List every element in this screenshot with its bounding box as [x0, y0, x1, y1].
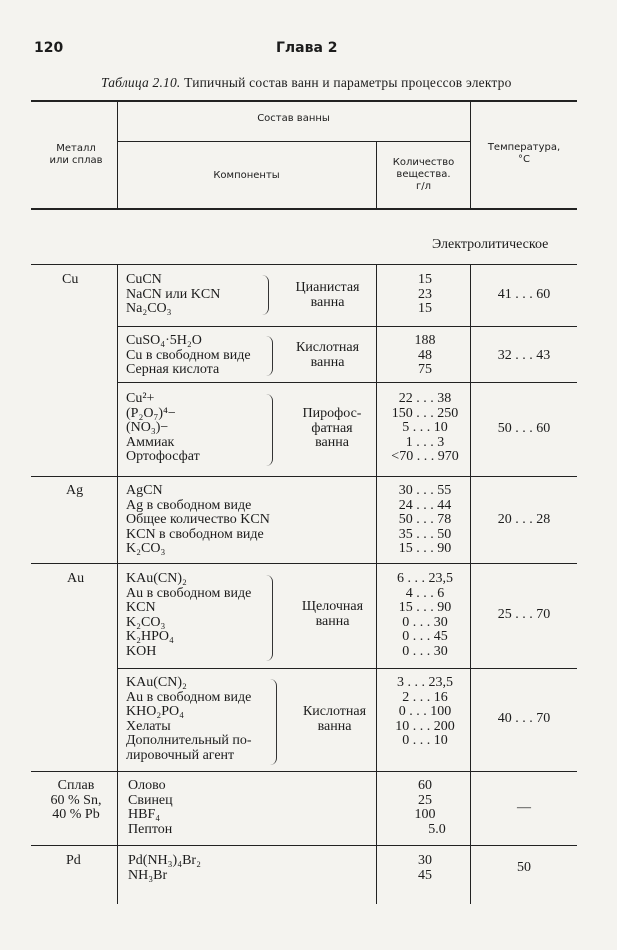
temperature-cell: 40 . . . 70	[497, 711, 551, 726]
bath-cell: Кислотная ванна	[302, 704, 367, 734]
metal-cell: Ag	[66, 483, 84, 498]
components-cell: CuSO₄·5H₂O Cu в свободном виде Серная кислота	[126, 333, 251, 377]
temperature-cell: —	[517, 800, 531, 815]
section-label: Электролитическое	[432, 237, 549, 252]
quantity-cell: 188 48 75	[414, 333, 436, 377]
components-cell: Олово Свинец HBF₄ Пептон	[128, 778, 173, 837]
row-separator	[117, 326, 577, 327]
temperature-cell: 32 . . . 43	[497, 348, 551, 363]
temperature-cell: 50	[517, 860, 531, 875]
quantity-cell: 3 . . . 23,5 2 . . . 16 0 . . . 100 10 . . . 200 0 . . . 10	[395, 675, 455, 748]
components-cell: Cu²+ (P₂O₇)⁴− (NO₃)− Аммиак Ортофосфат	[126, 391, 200, 464]
chapter-title: Глава 2	[276, 40, 338, 56]
quantity-cell: 6 . . . 23,5 4 . . . 6 15 . . . 90 0 . . . 30 0 . . . 45 0 . . . 30	[397, 571, 453, 659]
components-cell: KAu(CN)₂ Au в свободном виде KCN K₂CO₃ K₂HPO₄ KOH	[126, 571, 252, 659]
metal-cell: Pd	[66, 853, 81, 868]
row-separator	[31, 476, 577, 477]
quantity-cell: 22 . . . 38 150 . . . 250 5 . . . 10 1 . . . 3 <70 . . . 970	[391, 391, 459, 464]
header-bottom-rule	[31, 208, 577, 210]
header-quantity: Количество вещества. г/л	[392, 157, 455, 192]
quantity-cell: 30 45	[418, 853, 432, 883]
row-separator	[31, 771, 577, 772]
components-cell: CuCN NaCN или KCN Na₂CO₃	[126, 272, 221, 316]
brace	[262, 275, 269, 315]
bath-cell: Пирофос- фатная ванна	[302, 406, 362, 450]
metal-cell: Cu	[62, 272, 79, 287]
row-separator	[117, 668, 577, 669]
row-separator	[117, 382, 577, 383]
components-cell: KAu(CN)₂ Au в свободном виде KHO₂PO₄ Хелаты Дополнительный по- лировочный агент	[126, 675, 252, 763]
table-label: Таблица 2.10.	[101, 75, 181, 90]
bath-cell: Щелочная ванна	[301, 599, 364, 629]
components-cell: AgCN Ag в свободном виде Общее количество KCN KCN в свободном виде K₂CO₃	[126, 483, 270, 556]
temperature-cell: 41 . . . 60	[497, 287, 551, 302]
brace	[266, 394, 273, 466]
table-top-rule	[31, 100, 577, 102]
quantity-cell: 60 25 100 5.0	[414, 778, 446, 837]
body-vline-1	[117, 264, 118, 904]
brace	[266, 575, 273, 661]
metal-cell: Сплав 60 % Sn, 40 % Pb	[50, 778, 102, 822]
temperature-cell: 20 . . . 28	[497, 512, 551, 527]
bath-cell: Цианистая ванна	[295, 280, 360, 310]
header-mid-rule	[117, 141, 470, 142]
brace	[270, 679, 277, 765]
body-top-rule	[31, 264, 577, 265]
table-title: Типичный состав ванн и параметры процессов электро	[184, 75, 512, 90]
brace	[266, 336, 273, 376]
temperature-cell: 50 . . . 60	[497, 421, 551, 436]
table-caption	[101, 75, 512, 91]
page-number: 120	[34, 40, 64, 56]
row-separator	[31, 845, 577, 846]
quantity-cell: 30 . . . 55 24 . . . 44 50 . . . 78 35 . . . 50 15 . . . 90	[398, 483, 452, 556]
header-metal: Металл или сплав	[49, 143, 103, 166]
row-separator	[31, 563, 577, 564]
quantity-cell: 15 23 15	[418, 272, 432, 316]
header-temperature: Температура, °C	[487, 142, 561, 165]
metal-cell: Au	[67, 571, 85, 586]
components-cell: Pd(NH₃)₄Br₂ NH₃Br	[128, 853, 201, 883]
header-bath: Состав ванны	[257, 113, 330, 124]
header-components: Компоненты	[213, 170, 280, 181]
bath-cell: Кислотная ванна	[295, 340, 360, 370]
temperature-cell: 25 . . . 70	[497, 607, 551, 622]
body-vline-2	[376, 264, 377, 904]
